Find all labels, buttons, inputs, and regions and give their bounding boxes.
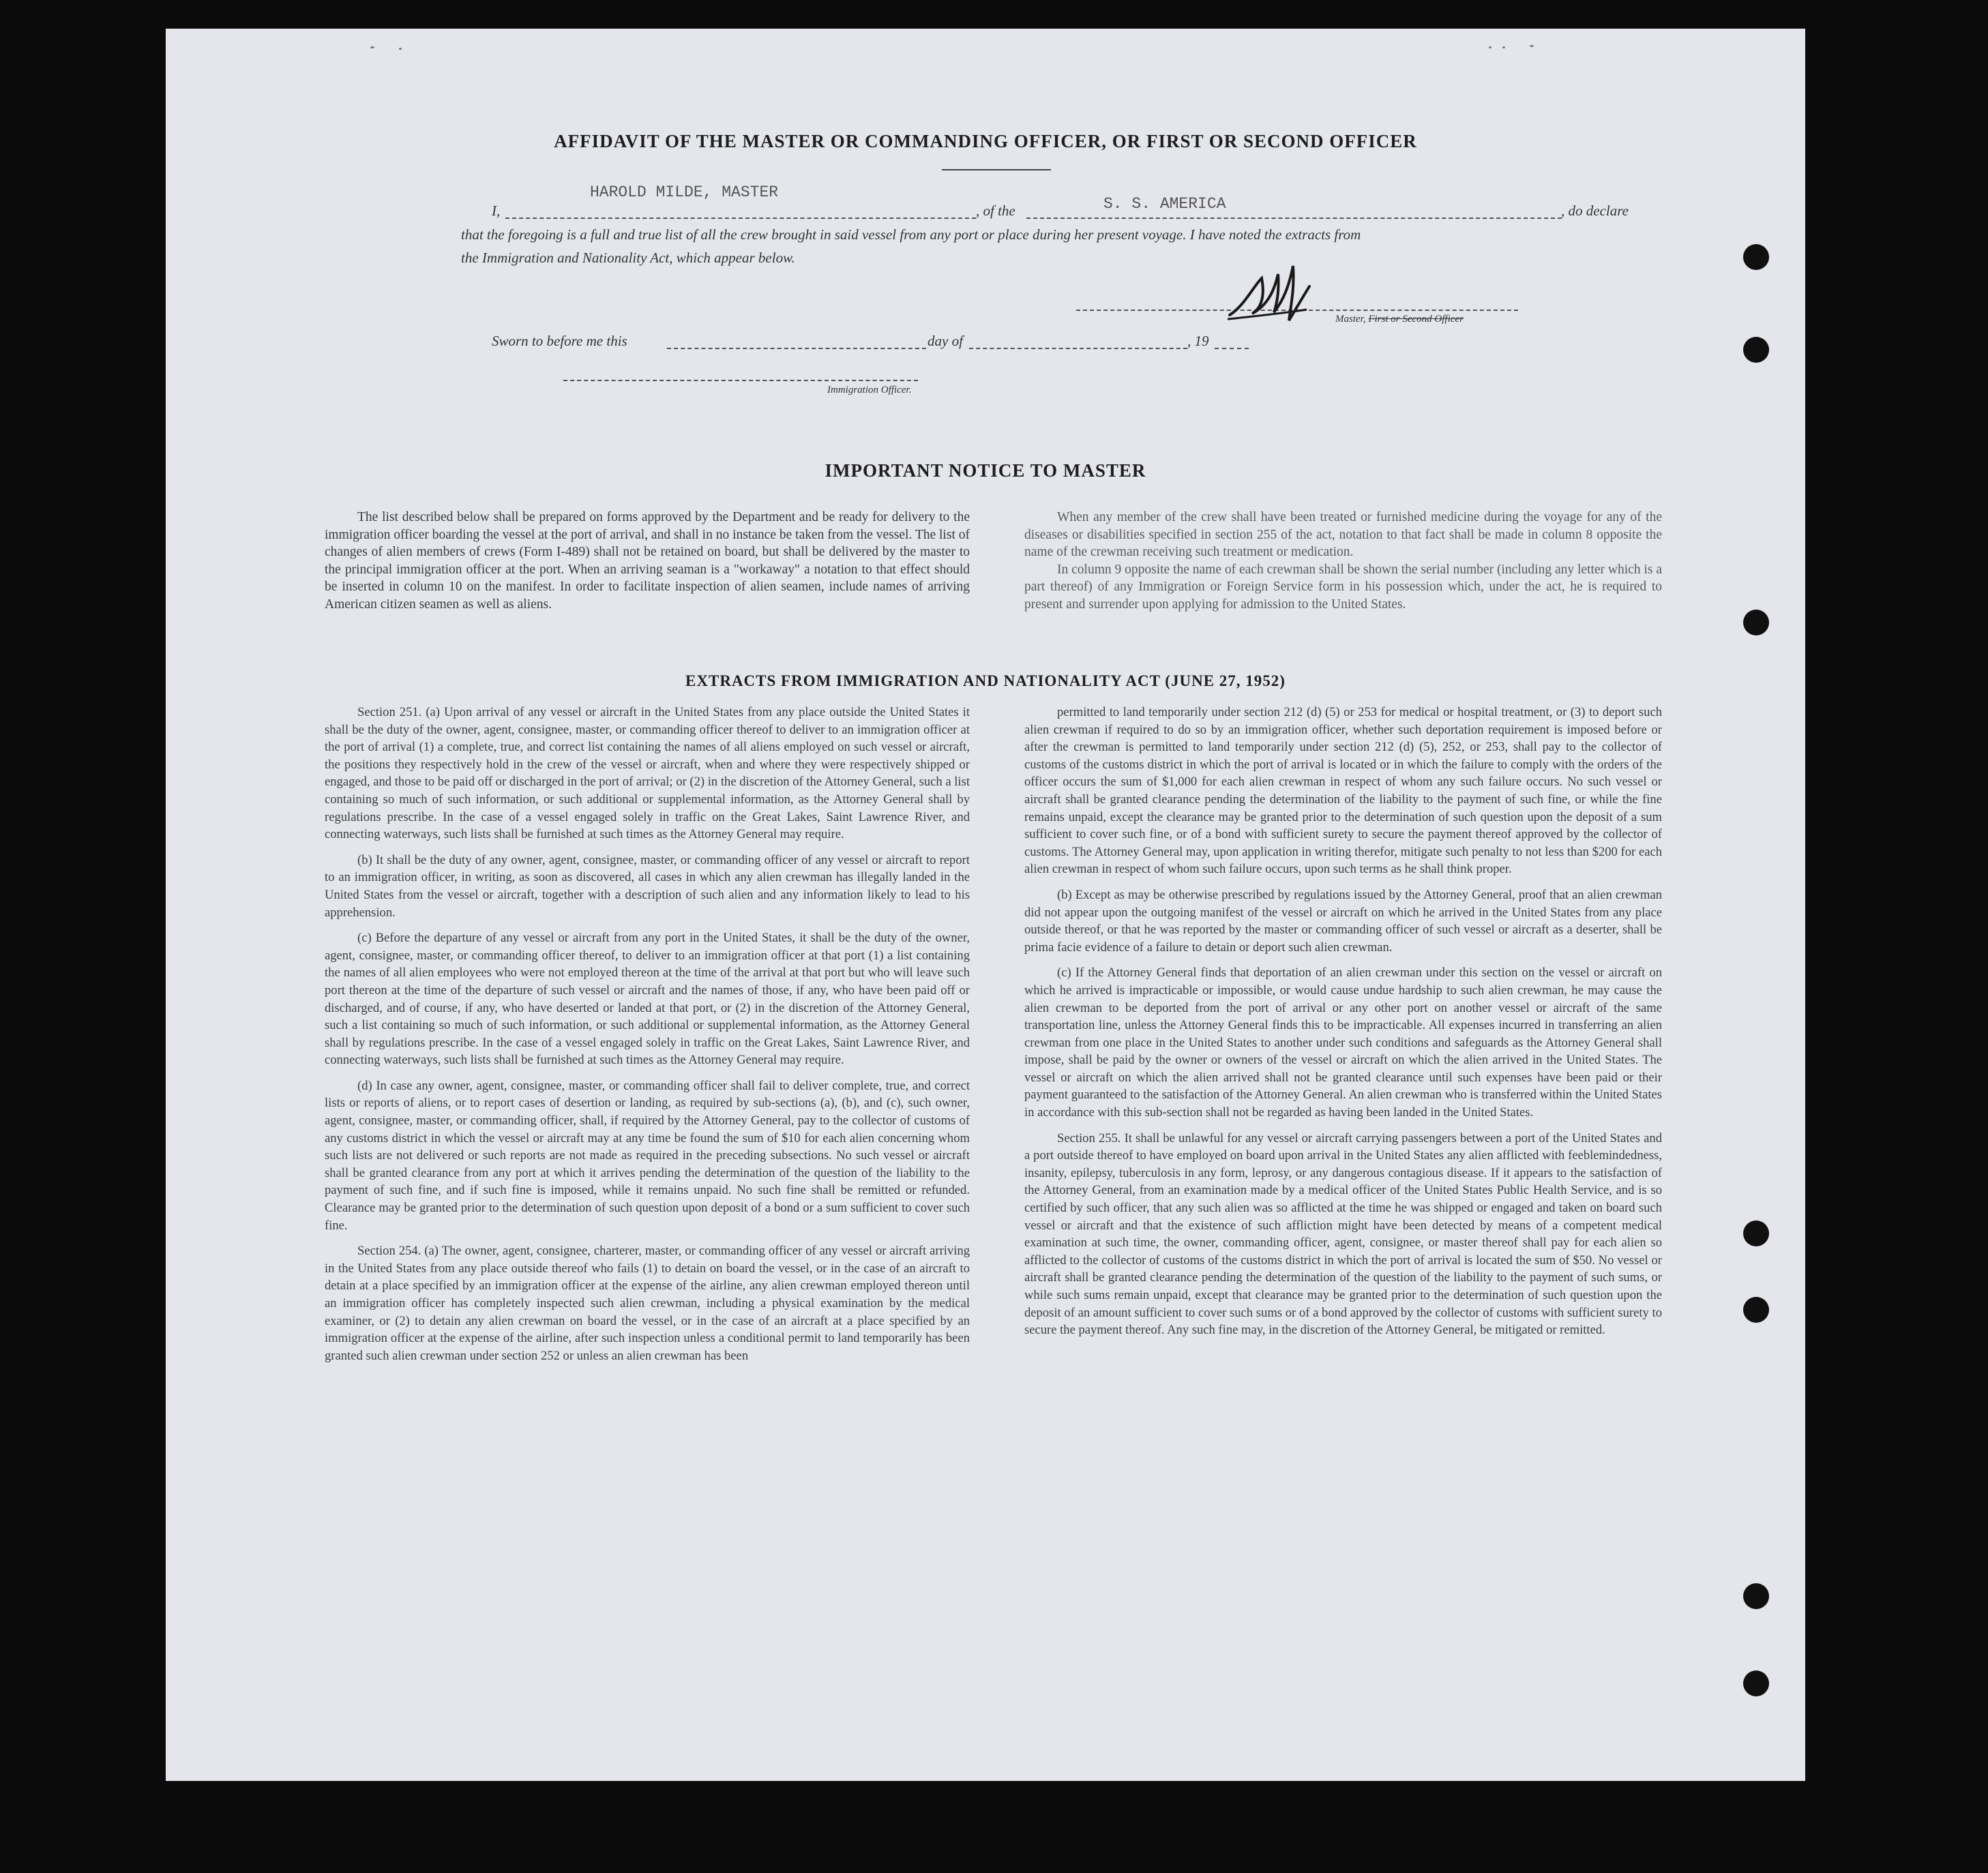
officer-signature-line xyxy=(563,380,918,381)
sworn-year-line xyxy=(1215,348,1249,349)
signer-caption-struck: First or Second Officer xyxy=(1368,314,1464,325)
notice-left-column xyxy=(325,509,970,613)
extract-right-paragraph: (c) If the Attorney General finds that deportation of an alien crewman under this section on the vessel or aircraft on which he arrived is impracticable or impossible, or would cause undue hardship to such alien crewman, he may cause the alien crewman to be deported from the port of arrival or any other port on another vessel or aircraft of the same transportation line, unless the Attorney General finds this to be impracticable. All expenses incurred in transferring an alien crewman from one place in the United States to another under such conditions and safeguards as the Attorney General shall impose, shall be paid by the owner or owners of the vessel or aircraft on which the alien arrived in the United States. The vessel or aircraft on which the alien arrived shall not be granted clearance until such expenses have been paid or their payment guaranteed to the satisfaction of the Attorney General. An alien crewman who is transferred within the United States in accordance with this sub-section shall not be regarded as having been landed in the United States. xyxy=(1024,965,1662,1120)
notice-right-column xyxy=(1024,509,1662,613)
master-name: HAROLD MILDE, MASTER xyxy=(590,183,779,201)
extract-left-paragraph: Section 254. (a) The owner, agent, consignee, charterer, master, or commanding officer of any vessel or aircraft arriving in the United States from any place outside thereof who fails (1) to detain on board the vessel, or in the case of an aircraft to detain at a place specified by an immigration officer at the expense of the airline, any alien crewman employed thereon until an immigration officer has completely inspected such alien crewman, including a physical examination by the medical examiner, or (2) to detain any alien crewman on board the vessel, or in the case of an aircraft at a place specified by an immigration officer at the expense of the airline, after such inspection unless a conditional permit to land temporarily has been granted such alien crewman under section 252 or unless an alien crewman has been xyxy=(325,1244,970,1363)
affidavit-title: AFFIDAVIT OF THE MASTER OR COMMANDING OFFICER, OR FIRST OR SECOND OFFICER xyxy=(554,131,1417,151)
notice-title: IMPORTANT NOTICE TO MASTER xyxy=(825,460,1146,481)
signer-caption xyxy=(1335,314,1464,325)
sworn-day-line xyxy=(667,348,926,349)
declaration-line-2: the Immigration and Nationality Act, which appear below. xyxy=(461,250,795,266)
extract-right-paragraph: (b) Except as may be otherwise prescribed by regulations issued by the Attorney General, proof that an alien crewman did not appear upon the outgoing manifest of the vessel or aircraft on which he arrived in the United States from any place outside thereof, or that he was reported by the master or commanding officer of such vessel or aircraft as a deserter, shall be prima facie evidence of a failure to detain or deport such alien crewman. xyxy=(1024,887,1662,955)
extract-right-paragraph: Section 255. It shall be unlawful for any vessel or aircraft carrying passengers between a port of the United States and a port outside thereof to have employed on board upon arrival in the United States any alien afflicted with feeblemindedness, insanity, epilepsy, tuberculosis in any form, leprosy, or any dangerous contagious disease. If it appears to the satisfaction of the Attorney General, from an examination made by a medical officer of the United States Public Health Service, and is so certified by such officer, that any such alien was so afflicted at the time he was shipped or engaged and taken on board such vessel or aircraft and that the existence of such affliction might have been detected by means of a competent medical examination at such time, the owner, commanding officer, agent, consignee, or master thereof shall pay for each alien so afflicted to the collector of customs of the customs district in which the port of arrival is located the sum of $50. No vessel or aircraft shall be granted clearance pending the determination of the question of the liability to the payment of such sums, or while such sums remain unpaid, except that clearance may be granted prior to the determination of such question upon the deposit of an amount sufficient to cover such sums or of a bond approved by the collector of customs with sufficient surety to secure the payment thereof. Any such fine may, in the discretion of the Attorney General, be mitigated or remitted. xyxy=(1024,1130,1662,1338)
day-of-label: day of xyxy=(928,333,963,349)
do-declare-label: , do declare xyxy=(1561,203,1629,219)
scan-speck xyxy=(1489,46,1492,48)
master-signature xyxy=(1226,259,1322,327)
notice-right-paragraph-2: In column 9 opposite the name of each crewman shall be shown the serial number (including any letter which is a part thereof) of any Immigration or Foreign Service form in his possession which, under the act, he is required to present and surrender upon applying for admission to the United States. xyxy=(1024,562,1662,612)
extracts-right-column xyxy=(1024,704,1662,1347)
of-the-label: , of the xyxy=(976,203,1015,219)
officer-caption: Immigration Officer. xyxy=(827,385,912,395)
notice-left-paragraph: The list described below shall be prepared on forms approved by the Department and be ready for delivery to the immigration officer boarding the vessel at the port of arrival, and shall in no instance be taken from the vessel. The list of changes of alien members of crews (Form I-489) shall not be retained on board, but shall be delivered by the master to the principal immigration officer at the port. When an arriving seaman is a "workaway" a notation to that effect should be inserted in column 10 on the manifest. In order to facilitate inspection of alien seamen, include names of arriving American citizen seamen as well as aliens. xyxy=(325,510,970,612)
punch-hole xyxy=(1743,1670,1769,1696)
scan-speck xyxy=(1530,45,1534,47)
vessel-name: S. S. AMERICA xyxy=(1103,195,1226,213)
punch-hole xyxy=(1743,337,1769,363)
vessel-field-line xyxy=(1026,218,1562,219)
extracts-title: EXTRACTS FROM IMMIGRATION AND NATIONALITY ACT (JUNE 27, 1952) xyxy=(685,672,1286,689)
i-label: I, xyxy=(492,203,501,219)
punch-hole xyxy=(1743,1583,1769,1609)
punch-hole xyxy=(1743,1220,1769,1246)
punch-hole xyxy=(1743,610,1769,635)
extract-right-paragraph: permitted to land temporarily under section 212 (d) (5) or 253 for medical or hospital treatment, or (3) to deport such alien crewman if required to do so by an immigration officer, whether such deportation requirement is imposed before or after the crewman is permitted to land temporarily under section 212 (d) (5), 252, or 253, shall pay to the collector of customs of the customs district in which the port of arrival is located or in which the failure to comply with the orders of the officer occurs the sum of $1,000 for each alien crewman in respect of whom any such failure occurs. No such vessel or aircraft shall be granted clearance pending the determination of the liability to the payment of such fine, or while the fine remains unpaid, except the clearance may be granted prior to the determination of such question upon the deposit of a sum sufficient to cover such fine, or of a bond with sufficient surety to secure the payment thereof approved by the collector of customs. The Attorney General may, upon application in writing therefor, mitigate such penalty to not less than $200 for each alien crewman in respect of whom such failure occurs, upon such terms as he shall think proper. xyxy=(1024,705,1662,877)
extracts-left-column xyxy=(325,704,970,1373)
scan-speck xyxy=(370,46,374,48)
name-field-line xyxy=(505,218,976,219)
signer-caption-master: Master, xyxy=(1335,314,1366,325)
scan-speck xyxy=(1502,46,1505,48)
punch-hole xyxy=(1743,1297,1769,1323)
declaration-line-1: that the foregoing is a full and true list of all the crew brought in said vessel from any port or place during her present voyage. I have noted the extracts from xyxy=(461,226,1361,243)
punch-hole xyxy=(1743,244,1769,270)
sworn-month-line xyxy=(969,348,1187,349)
title-underline xyxy=(942,169,1051,170)
extract-left-paragraph: (c) Before the departure of any vessel or aircraft from any port in the United States, it shall be the duty of the owner, agent, consignee, master, or commanding officer thereof, to deliver to an immigration officer at that port (1) a list containing the names of all alien employees who were not employed thereon at the time of the arrival at that port but who will leave such port thereon at the time of the departure of such vessel or aircraft and the names of those, if any, who have been paid off or discharged, and of course, if any, who have deserted or landed at that port, or (2) in the discretion of the Attorney General, such a list containing so much of such information, or such additional or supplemental information, as the Attorney General shall by regulations prescribe. In the case of a vessel engaged solely in traffic on the Great Lakes, Saint Lawrence River, and connecting waterways, such lists shall be furnished at such times as the Attorney General may require. xyxy=(325,931,970,1068)
notice-right-paragraph-1: When any member of the crew shall have been treated or furnished medicine during the voyage for any of the diseases or disabilities specified in section 255 of the act, notation to that fact shall be made in column 8 opposite the name of the crewman receiving such treatment or medication. xyxy=(1024,510,1662,559)
extract-left-paragraph: (b) It shall be the duty of any owner, agent, consignee, master, or commanding officer of any vessel or aircraft to report to an immigration officer, in writing, as soon as discovered, all cases in which any alien crewman has illegally landed in the United States from the vessel or aircraft, together with a description of such alien and any information likely to lead to his apprehension. xyxy=(325,852,970,920)
sworn-label: Sworn to before me this xyxy=(492,333,627,349)
document-page xyxy=(166,29,1805,1781)
extract-left-paragraph: (d) In case any owner, agent, consignee, master, or commanding officer shall fail to deliver complete, true, and correct lists or reports of aliens, or to report cases of desertion or landing, as required by sub-sections (a), (b), and (c), such owner, agent, consignee, master, or commanding officer, shall, if required by the Attorney General, pay to the collector of customs of any customs district in which the vessel or aircraft may at any time be found the sum of $10 for each alien concerning whom such lists are not delivered or such reports are not made as required in the preceding subsections. No such vessel or aircraft shall be granted clearance from any port at which it arrives pending the determination of the question of the liability to the payment of such fine, and if such fine is imposed, while it remains unpaid. No such fine shall be remitted or refunded. Clearance may be granted prior to the determination of such question upon deposit of a bond or a sum sufficient to cover such fine. xyxy=(325,1078,970,1233)
year-label: , 19 xyxy=(1187,333,1209,349)
scan-speck xyxy=(399,48,402,50)
extract-left-paragraph: Section 251. (a) Upon arrival of any vessel or aircraft in the United States from any place outside the United States it shall be the duty of the owner, agent, consignee, master, or commanding officer thereof to deliver to an immigration officer at the port of arrival (1) a complete, true, and correct list containing the names of all aliens employed on such vessel or aircraft, the positions they respectively hold in the crew of the vessel or aircraft, when and where they were respectively shipped or engaged, and those to be paid off or discharged in the port of arrival; or (2) in the discretion of the Attorney General, such a list containing so much of such information, or such additional or supplemental information, as the Attorney General shall by regulations prescribe. In the case of a vessel engaged solely in traffic on the Great Lakes, Saint Lawrence River, and connecting waterways, such lists shall be furnished at such times as the Attorney General may require. xyxy=(325,705,970,842)
